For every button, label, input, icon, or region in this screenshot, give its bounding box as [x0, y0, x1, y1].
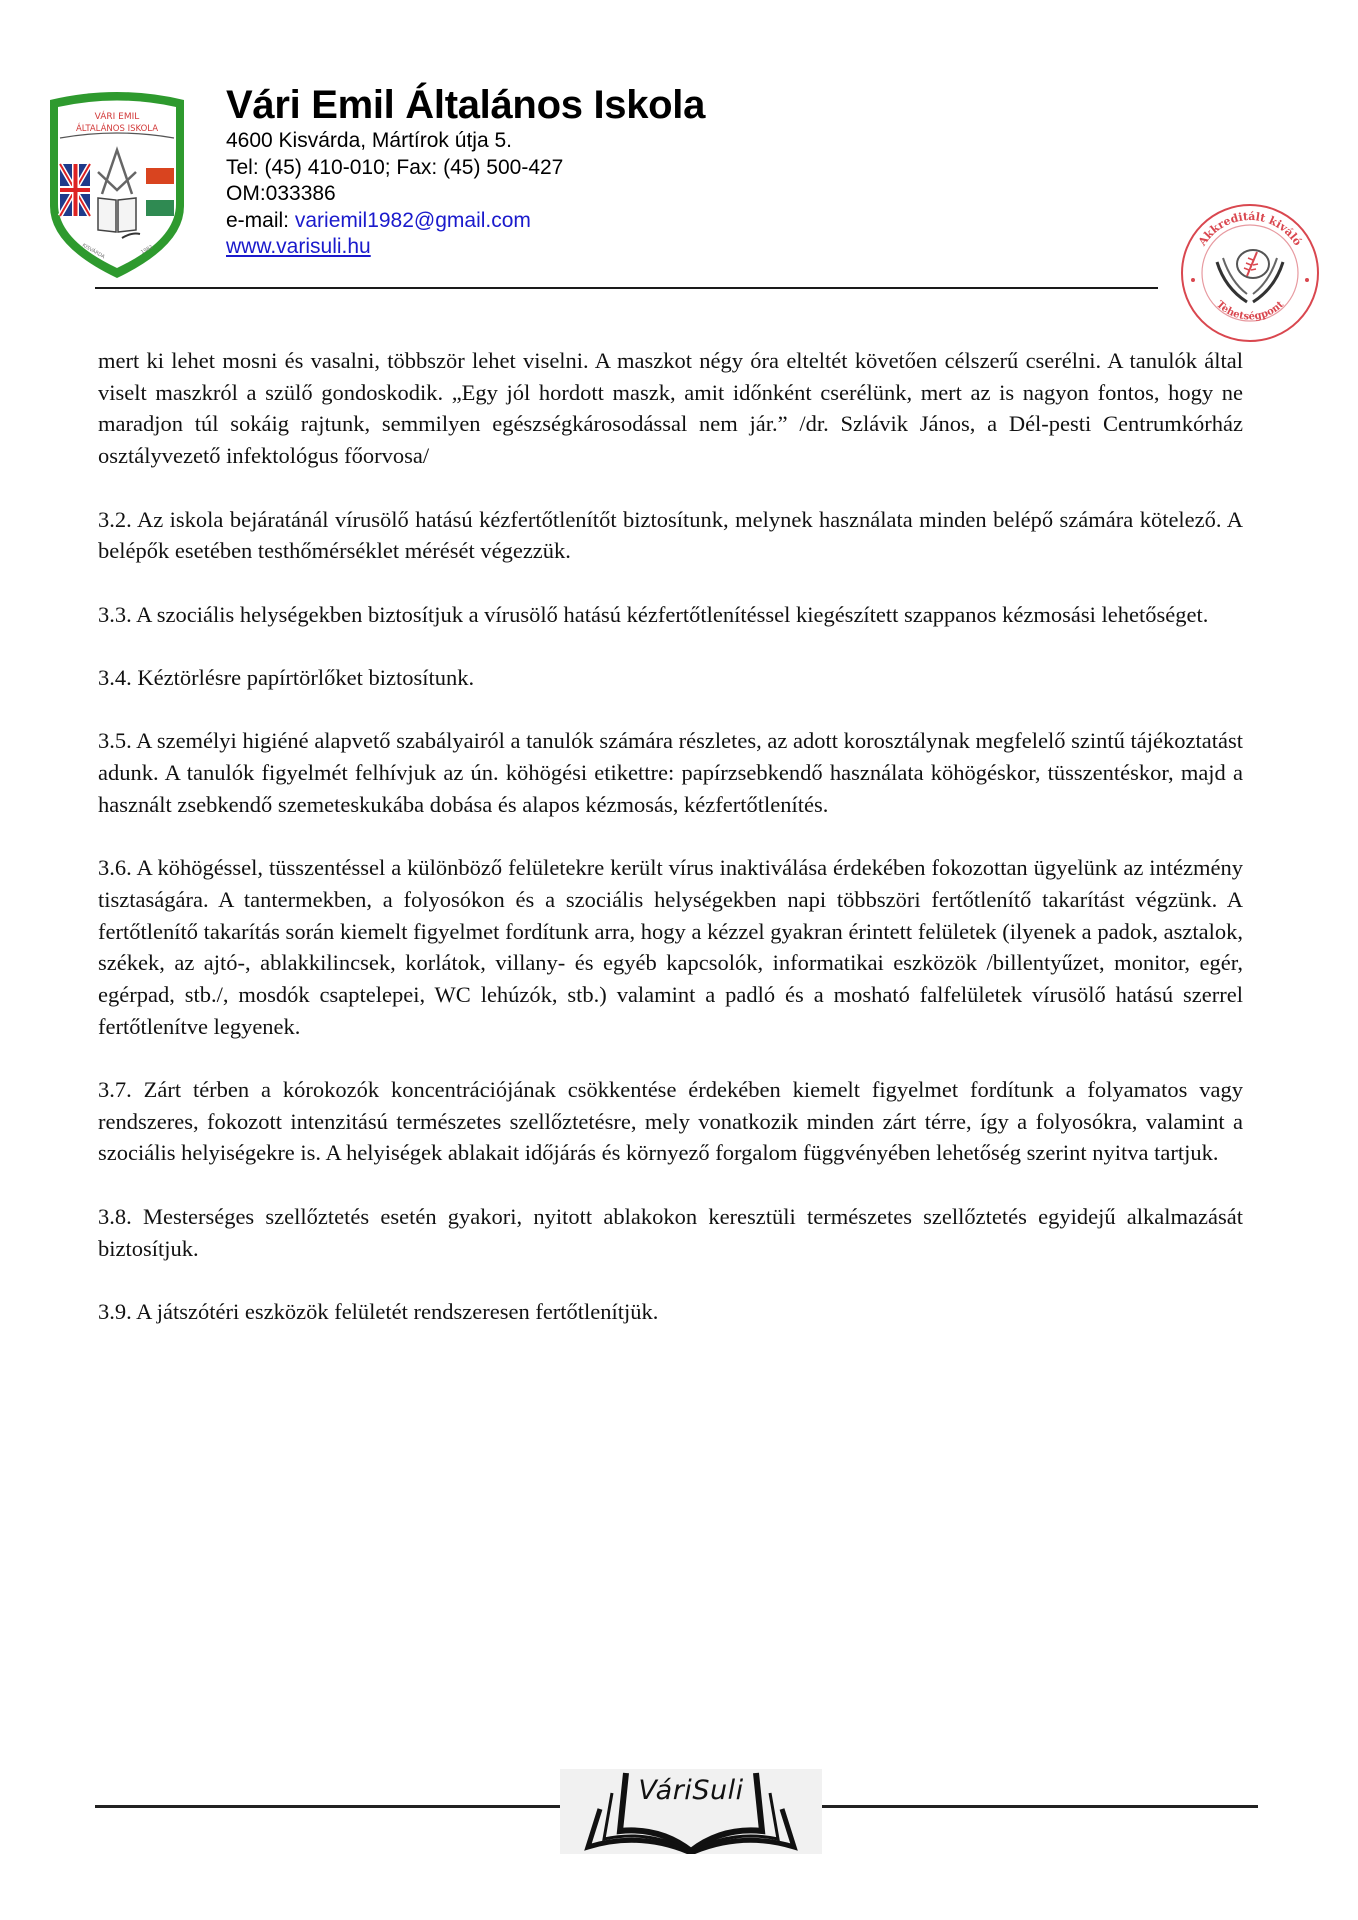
accredited-seal-icon — [1175, 198, 1325, 348]
svg-text:1982: 1982 — [140, 244, 155, 256]
paragraph-3-9: 3.9. A játszótéri eszközök felületét rendszeresen fertőtlenítjük. — [98, 1298, 659, 1324]
school-email-line — [226, 208, 705, 235]
svg-text:Akkreditált kiváló: Akkreditált kiváló — [1195, 209, 1305, 249]
talent-point-seal — [1175, 198, 1325, 348]
school-address: 4600 Kisvárda, Mártírok útja 5. — [226, 129, 512, 152]
footer-divider-right — [822, 1805, 1258, 1808]
footer-logo-text: VáriSuli — [638, 1775, 744, 1806]
paragraph-3-4: 3.4. Kéztörlésre papírtörlőket biztosítunk. — [98, 664, 475, 690]
svg-text:Tehetségpont: Tehetségpont — [1214, 299, 1287, 323]
email-link[interactable]: variemil1982@gmail.com — [294, 208, 531, 232]
school-crest-icon — [42, 86, 192, 282]
school-name: Vári Emil Általános Iskola — [226, 83, 706, 127]
letterhead — [226, 82, 705, 261]
header-divider — [95, 287, 1158, 289]
email-label: e-mail: — [226, 208, 295, 232]
svg-text:KISVÁRDA: KISVÁRDA — [81, 242, 106, 261]
school-om-number: OM:033386 — [226, 182, 336, 205]
school-website-line — [226, 234, 705, 261]
school-crest-logo — [42, 86, 192, 282]
paragraph-3-8: 3.8. Mesterséges szellőztetés esetén gyakori, nyitott ablakokon keresztüli természetes szellőztetés egyidejű alkalmazását biztosítjuk. — [98, 1203, 1243, 1261]
svg-text:ÁLTALÁNOS ISKOLA: ÁLTALÁNOS ISKOLA — [75, 124, 159, 134]
paragraph-3-6: 3.6. A köhögéssel, tüsszentéssel a különböző felületekre került vírus inaktiválása érdekében fokozottan ügyelünk az intézmény tisztaságára. A tantermekben, a folyosókon és a szociális helységekben napi többszöri fertőtlenítő takarítást végzünk. A fertőtlenítő takarítás során kiemelt figyelmet fordítunk arra, hogy a kézzel gyakran érintett felületek (ilyenek a padok, asztalok, székek, az ajtó-, ablakkilincsek, korlátok, villany- és egyéb kapcsolók, informatikai eszközök /billentyűzet, monitor, egér, egérpad, stb./, mosdók csaptelepei, WC lehúzók, stb.) valamint a padló és a mosható falfelületek vírusölő hatású szerrel fertőtlenítve legyenek. — [98, 855, 1243, 1039]
website-link[interactable]: www.varisuli.hu — [226, 235, 371, 258]
paragraph-3-2: 3.2. Az iskola bejáratánál vírusölő hatású kézfertőtlenítőt biztosítunk, melynek használata minden belépő számára kötelező. A belépők esetében testhőmérséklet mérését végezzük. — [98, 506, 1243, 564]
paragraph-3-3: 3.3. A szociális helységekben biztosítjuk a vírusölő hatású kézfertőtlenítéssel kiegészített szappanos kézmosási lehetőséget. — [98, 601, 1209, 627]
varisuli-footer-logo — [560, 1769, 822, 1854]
svg-text:VÁRI EMIL: VÁRI EMIL — [94, 112, 140, 122]
paragraph-3-7: 3.7. Zárt térben a kórokozók koncentrációjának csökkentése érdekében kiemelt figyelmet fordítunk a folyamatos vagy rendszeres, fokozott intenzitású természetes szellőztetésre, mely vonatkozik minden zárt térre, így a folyosókra, valamint a szociális helyiségekre is. A helyiségek ablakait időjárás és környező forgalom függvényében lehetőség szerint nyitva tartjuk. — [98, 1077, 1243, 1166]
footer-divider-left — [95, 1805, 560, 1808]
document-body — [98, 345, 1243, 1359]
paragraph-mask-continuation: mert ki lehet mosni és vasalni, többször lehet viselni. A maszkot négy óra elteltét követően célszerű cserélni. A tanulók által viselt maszkról a szülő gondoskodik. „Egy jól hordott maszk, amit időnként cserélünk, mert az is nagyon fontos, hogy ne maradjon túl sokáig rajtunk, semmilyen egészségkárosodással nem jár.” /dr. Szlávik János, a Dél-pesti Centrumkórház osztályvezető infektológus főorvosa/ — [98, 348, 1243, 469]
paragraph-3-5: 3.5. A személyi higiéné alapvető szabályairól a tanulók számára részletes, az adott korosztálynak megfelelő szintű tájékoztatást adunk. A tanulók figyelmét felhívjuk az ún. köhögési etikettre: papírzsebkendő használata köhögéskor, tüsszentéskor, majd a használt zsebkendő szemeteskukába dobása és alapos kézmosás, kézfertőtlenítés. — [98, 728, 1243, 817]
school-phone-fax: Tel: (45) 410-010; Fax: (45) 500-427 — [226, 155, 564, 179]
